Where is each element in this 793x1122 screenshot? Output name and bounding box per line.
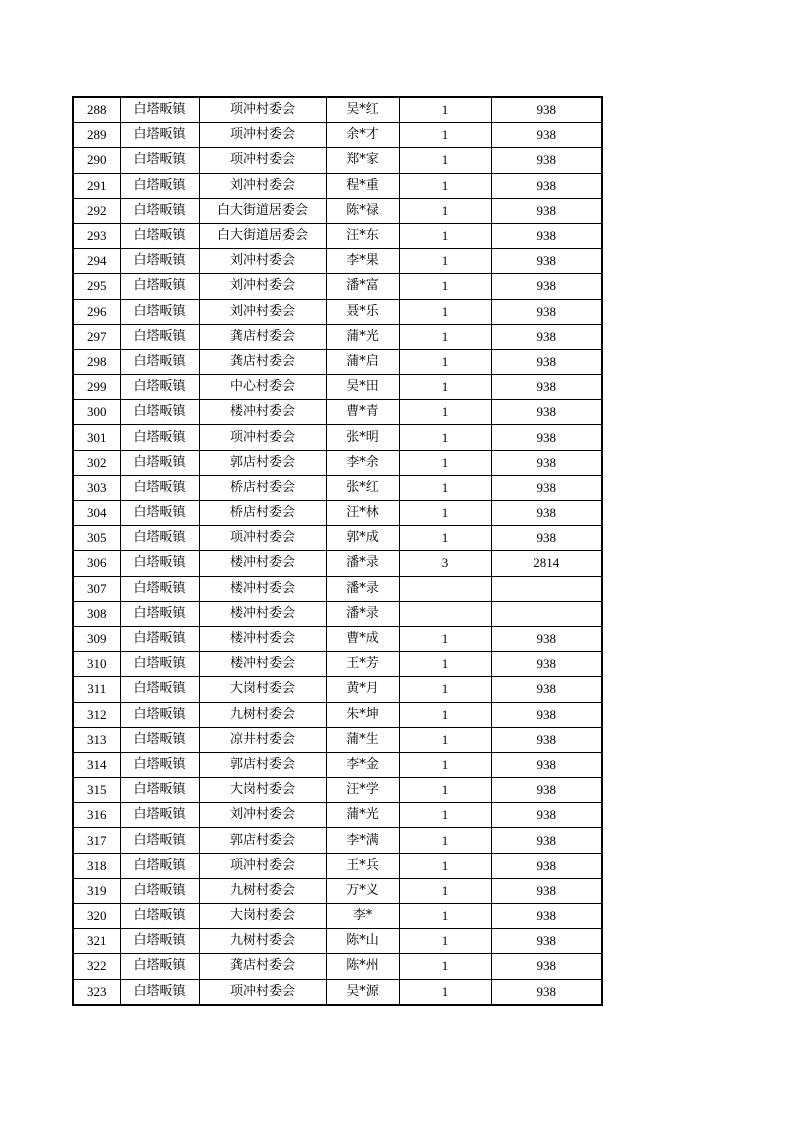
village-cell: 项冲村委会 xyxy=(199,148,326,173)
row-number: 298 xyxy=(73,349,120,374)
table-row xyxy=(73,501,602,526)
roster-table xyxy=(72,96,603,1006)
town-cell: 白塔畈镇 xyxy=(120,97,199,123)
amount-cell: 938 xyxy=(491,299,602,324)
town-cell: 白塔畈镇 xyxy=(120,954,199,979)
count-cell: 1 xyxy=(399,828,491,853)
name-cell: 陈*山 xyxy=(326,929,399,954)
name-cell: 吴*田 xyxy=(326,375,399,400)
name-cell: 蒲*光 xyxy=(326,803,399,828)
name-cell: 陈*禄 xyxy=(326,198,399,223)
amount-cell: 938 xyxy=(491,274,602,299)
amount-cell: 938 xyxy=(491,123,602,148)
town-cell: 白塔畈镇 xyxy=(120,576,199,601)
count-cell xyxy=(399,601,491,626)
row-number: 301 xyxy=(73,425,120,450)
town-cell: 白塔畈镇 xyxy=(120,450,199,475)
count-cell: 1 xyxy=(399,979,491,1005)
name-cell: 潘*录 xyxy=(326,576,399,601)
row-number: 312 xyxy=(73,702,120,727)
row-number: 314 xyxy=(73,752,120,777)
name-cell: 王*兵 xyxy=(326,853,399,878)
town-cell: 白塔畈镇 xyxy=(120,778,199,803)
town-cell: 白塔畈镇 xyxy=(120,626,199,651)
town-cell: 白塔畈镇 xyxy=(120,249,199,274)
village-cell: 白大街道居委会 xyxy=(199,198,326,223)
amount-cell: 938 xyxy=(491,929,602,954)
count-cell: 1 xyxy=(399,97,491,123)
count-cell: 1 xyxy=(399,450,491,475)
table-row xyxy=(73,324,602,349)
village-cell: 凉井村委会 xyxy=(199,727,326,752)
amount-cell: 938 xyxy=(491,97,602,123)
table-row xyxy=(73,828,602,853)
town-cell: 白塔畈镇 xyxy=(120,878,199,903)
count-cell: 1 xyxy=(399,274,491,299)
amount-cell: 938 xyxy=(491,702,602,727)
count-cell: 1 xyxy=(399,123,491,148)
row-number: 296 xyxy=(73,299,120,324)
town-cell: 白塔畈镇 xyxy=(120,929,199,954)
table-row xyxy=(73,702,602,727)
name-cell: 程*重 xyxy=(326,173,399,198)
amount-cell: 938 xyxy=(491,652,602,677)
count-cell: 1 xyxy=(399,223,491,248)
count-cell: 1 xyxy=(399,853,491,878)
village-cell: 刘冲村委会 xyxy=(199,249,326,274)
town-cell: 白塔畈镇 xyxy=(120,501,199,526)
village-cell: 大岗村委会 xyxy=(199,904,326,929)
count-cell: 1 xyxy=(399,425,491,450)
town-cell: 白塔畈镇 xyxy=(120,173,199,198)
amount-cell: 938 xyxy=(491,324,602,349)
table-row xyxy=(73,601,602,626)
count-cell: 1 xyxy=(399,198,491,223)
town-cell: 白塔畈镇 xyxy=(120,299,199,324)
count-cell: 1 xyxy=(399,803,491,828)
table-row xyxy=(73,475,602,500)
table-row xyxy=(73,198,602,223)
name-cell: 汪*学 xyxy=(326,778,399,803)
name-cell: 黄*月 xyxy=(326,677,399,702)
table-row xyxy=(73,878,602,903)
amount-cell: 938 xyxy=(491,979,602,1005)
town-cell: 白塔畈镇 xyxy=(120,677,199,702)
village-cell: 楼冲村委会 xyxy=(199,551,326,576)
amount-cell: 938 xyxy=(491,727,602,752)
count-cell: 1 xyxy=(399,652,491,677)
count-cell: 1 xyxy=(399,626,491,651)
table-row xyxy=(73,979,602,1005)
name-cell: 曹*青 xyxy=(326,400,399,425)
amount-cell: 938 xyxy=(491,853,602,878)
town-cell: 白塔畈镇 xyxy=(120,475,199,500)
count-cell: 1 xyxy=(399,249,491,274)
table-row xyxy=(73,400,602,425)
table-row xyxy=(73,249,602,274)
name-cell: 万*义 xyxy=(326,878,399,903)
village-cell: 楼冲村委会 xyxy=(199,601,326,626)
village-cell: 白大街道居委会 xyxy=(199,223,326,248)
row-number: 307 xyxy=(73,576,120,601)
count-cell: 1 xyxy=(399,148,491,173)
row-number: 294 xyxy=(73,249,120,274)
village-cell: 桥店村委会 xyxy=(199,475,326,500)
row-number: 321 xyxy=(73,929,120,954)
table-row xyxy=(73,425,602,450)
amount-cell: 938 xyxy=(491,752,602,777)
village-cell: 楼冲村委会 xyxy=(199,626,326,651)
town-cell: 白塔畈镇 xyxy=(120,274,199,299)
name-cell: 蒲*生 xyxy=(326,727,399,752)
row-number: 290 xyxy=(73,148,120,173)
table-row xyxy=(73,904,602,929)
name-cell: 朱*坤 xyxy=(326,702,399,727)
town-cell: 白塔畈镇 xyxy=(120,148,199,173)
village-cell: 项冲村委会 xyxy=(199,123,326,148)
amount-cell: 938 xyxy=(491,450,602,475)
table-row xyxy=(73,274,602,299)
amount-cell xyxy=(491,576,602,601)
town-cell: 白塔畈镇 xyxy=(120,702,199,727)
village-cell: 九树村委会 xyxy=(199,878,326,903)
amount-cell: 938 xyxy=(491,778,602,803)
name-cell: 郭*成 xyxy=(326,526,399,551)
name-cell: 蒲*光 xyxy=(326,324,399,349)
count-cell: 1 xyxy=(399,904,491,929)
table-row xyxy=(73,727,602,752)
village-cell: 龚店村委会 xyxy=(199,349,326,374)
amount-cell: 938 xyxy=(491,526,602,551)
count-cell: 1 xyxy=(399,375,491,400)
town-cell: 白塔畈镇 xyxy=(120,123,199,148)
town-cell: 白塔畈镇 xyxy=(120,324,199,349)
name-cell: 吴*红 xyxy=(326,97,399,123)
name-cell: 张*明 xyxy=(326,425,399,450)
village-cell: 刘冲村委会 xyxy=(199,173,326,198)
village-cell: 刘冲村委会 xyxy=(199,803,326,828)
table-row xyxy=(73,803,602,828)
town-cell: 白塔畈镇 xyxy=(120,803,199,828)
amount-cell: 938 xyxy=(491,400,602,425)
count-cell: 1 xyxy=(399,526,491,551)
row-number: 318 xyxy=(73,853,120,878)
row-number: 299 xyxy=(73,375,120,400)
count-cell: 1 xyxy=(399,727,491,752)
row-number: 303 xyxy=(73,475,120,500)
name-cell: 潘*录 xyxy=(326,601,399,626)
table-row xyxy=(73,349,602,374)
count-cell: 1 xyxy=(399,778,491,803)
count-cell: 1 xyxy=(399,400,491,425)
amount-cell: 2814 xyxy=(491,551,602,576)
count-cell: 1 xyxy=(399,752,491,777)
count-cell: 1 xyxy=(399,878,491,903)
table-row xyxy=(73,450,602,475)
amount-cell: 938 xyxy=(491,878,602,903)
row-number: 288 xyxy=(73,97,120,123)
count-cell: 1 xyxy=(399,929,491,954)
table-row xyxy=(73,576,602,601)
row-number: 315 xyxy=(73,778,120,803)
amount-cell: 938 xyxy=(491,425,602,450)
village-cell: 楼冲村委会 xyxy=(199,576,326,601)
amount-cell: 938 xyxy=(491,954,602,979)
town-cell: 白塔畈镇 xyxy=(120,727,199,752)
village-cell: 楼冲村委会 xyxy=(199,652,326,677)
amount-cell: 938 xyxy=(491,148,602,173)
amount-cell: 938 xyxy=(491,803,602,828)
village-cell: 大岗村委会 xyxy=(199,778,326,803)
amount-cell: 938 xyxy=(491,677,602,702)
roster-body xyxy=(73,97,602,1005)
table-row xyxy=(73,299,602,324)
amount-cell: 938 xyxy=(491,173,602,198)
village-cell: 项冲村委会 xyxy=(199,853,326,878)
town-cell: 白塔畈镇 xyxy=(120,652,199,677)
table-row xyxy=(73,148,602,173)
amount-cell: 938 xyxy=(491,223,602,248)
name-cell: 陈*州 xyxy=(326,954,399,979)
village-cell: 大岗村委会 xyxy=(199,677,326,702)
count-cell: 1 xyxy=(399,299,491,324)
count-cell: 1 xyxy=(399,324,491,349)
table-row xyxy=(73,929,602,954)
row-number: 322 xyxy=(73,954,120,979)
village-cell: 刘冲村委会 xyxy=(199,299,326,324)
table-row xyxy=(73,954,602,979)
village-cell: 楼冲村委会 xyxy=(199,400,326,425)
village-cell: 九树村委会 xyxy=(199,929,326,954)
row-number: 308 xyxy=(73,601,120,626)
name-cell: 潘*富 xyxy=(326,274,399,299)
town-cell: 白塔畈镇 xyxy=(120,853,199,878)
village-cell: 中心村委会 xyxy=(199,375,326,400)
village-cell: 郭店村委会 xyxy=(199,828,326,853)
village-cell: 项冲村委会 xyxy=(199,979,326,1005)
village-cell: 郭店村委会 xyxy=(199,450,326,475)
village-cell: 龚店村委会 xyxy=(199,954,326,979)
row-number: 297 xyxy=(73,324,120,349)
name-cell: 吴*源 xyxy=(326,979,399,1005)
table-row xyxy=(73,526,602,551)
row-number: 320 xyxy=(73,904,120,929)
name-cell: 王*芳 xyxy=(326,652,399,677)
table-row xyxy=(73,652,602,677)
row-number: 295 xyxy=(73,274,120,299)
row-number: 305 xyxy=(73,526,120,551)
row-number: 319 xyxy=(73,878,120,903)
row-number: 309 xyxy=(73,626,120,651)
amount-cell: 938 xyxy=(491,626,602,651)
town-cell: 白塔畈镇 xyxy=(120,601,199,626)
village-cell: 桥店村委会 xyxy=(199,501,326,526)
row-number: 306 xyxy=(73,551,120,576)
table-row xyxy=(73,375,602,400)
table-row xyxy=(73,123,602,148)
town-cell: 白塔畈镇 xyxy=(120,752,199,777)
row-number: 311 xyxy=(73,677,120,702)
village-cell: 龚店村委会 xyxy=(199,324,326,349)
table-row xyxy=(73,626,602,651)
name-cell: 李* xyxy=(326,904,399,929)
amount-cell xyxy=(491,601,602,626)
village-cell: 郭店村委会 xyxy=(199,752,326,777)
count-cell: 1 xyxy=(399,349,491,374)
name-cell: 余*才 xyxy=(326,123,399,148)
village-cell: 项冲村委会 xyxy=(199,425,326,450)
count-cell xyxy=(399,576,491,601)
name-cell: 李*余 xyxy=(326,450,399,475)
table-row xyxy=(73,778,602,803)
table-row xyxy=(73,551,602,576)
town-cell: 白塔畈镇 xyxy=(120,198,199,223)
amount-cell: 938 xyxy=(491,828,602,853)
row-number: 313 xyxy=(73,727,120,752)
name-cell: 聂*乐 xyxy=(326,299,399,324)
count-cell: 1 xyxy=(399,475,491,500)
count-cell: 3 xyxy=(399,551,491,576)
town-cell: 白塔畈镇 xyxy=(120,904,199,929)
village-cell: 项冲村委会 xyxy=(199,526,326,551)
name-cell: 潘*录 xyxy=(326,551,399,576)
amount-cell: 938 xyxy=(491,501,602,526)
count-cell: 1 xyxy=(399,702,491,727)
row-number: 289 xyxy=(73,123,120,148)
name-cell: 李*满 xyxy=(326,828,399,853)
row-number: 323 xyxy=(73,979,120,1005)
row-number: 293 xyxy=(73,223,120,248)
table-row xyxy=(73,677,602,702)
row-number: 302 xyxy=(73,450,120,475)
name-cell: 汪*林 xyxy=(326,501,399,526)
row-number: 300 xyxy=(73,400,120,425)
row-number: 316 xyxy=(73,803,120,828)
amount-cell: 938 xyxy=(491,475,602,500)
amount-cell: 938 xyxy=(491,375,602,400)
town-cell: 白塔畈镇 xyxy=(120,223,199,248)
town-cell: 白塔畈镇 xyxy=(120,828,199,853)
name-cell: 张*红 xyxy=(326,475,399,500)
name-cell: 郑*家 xyxy=(326,148,399,173)
name-cell: 李*果 xyxy=(326,249,399,274)
table-row xyxy=(73,173,602,198)
row-number: 310 xyxy=(73,652,120,677)
table-row xyxy=(73,223,602,248)
village-cell: 项冲村委会 xyxy=(199,97,326,123)
row-number: 292 xyxy=(73,198,120,223)
name-cell: 蒲*启 xyxy=(326,349,399,374)
name-cell: 汪*东 xyxy=(326,223,399,248)
count-cell: 1 xyxy=(399,954,491,979)
count-cell: 1 xyxy=(399,173,491,198)
town-cell: 白塔畈镇 xyxy=(120,400,199,425)
village-cell: 刘冲村委会 xyxy=(199,274,326,299)
count-cell: 1 xyxy=(399,501,491,526)
amount-cell: 938 xyxy=(491,198,602,223)
row-number: 291 xyxy=(73,173,120,198)
name-cell: 曹*成 xyxy=(326,626,399,651)
amount-cell: 938 xyxy=(491,904,602,929)
row-number: 317 xyxy=(73,828,120,853)
table-row xyxy=(73,97,602,123)
table-row xyxy=(73,752,602,777)
count-cell: 1 xyxy=(399,677,491,702)
row-number: 304 xyxy=(73,501,120,526)
name-cell: 李*金 xyxy=(326,752,399,777)
town-cell: 白塔畈镇 xyxy=(120,349,199,374)
village-cell: 九树村委会 xyxy=(199,702,326,727)
town-cell: 白塔畈镇 xyxy=(120,526,199,551)
town-cell: 白塔畈镇 xyxy=(120,979,199,1005)
town-cell: 白塔畈镇 xyxy=(120,375,199,400)
amount-cell: 938 xyxy=(491,249,602,274)
town-cell: 白塔畈镇 xyxy=(120,551,199,576)
table-row xyxy=(73,853,602,878)
town-cell: 白塔畈镇 xyxy=(120,425,199,450)
amount-cell: 938 xyxy=(491,349,602,374)
